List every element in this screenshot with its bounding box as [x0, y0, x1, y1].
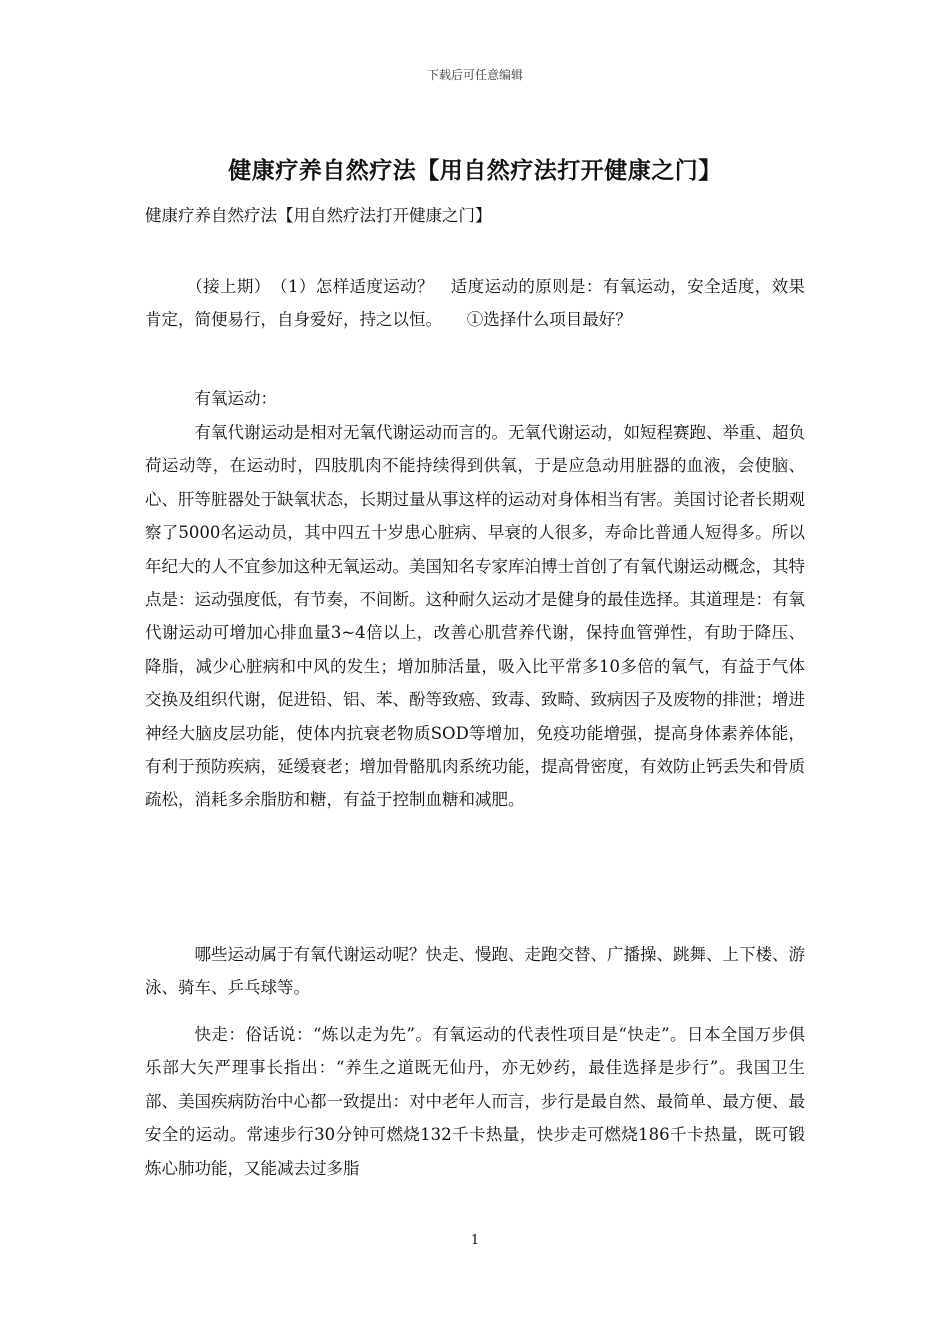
document-title: 健康疗养自然疗法【用自然疗法打开健康之门】: [228, 157, 722, 184]
paragraph-intro: （接上期） （1）怎样适度运动？ 适度运动的原则是：有氧运动，安全适度，效果肯定，简便易行，自身爱好，持之以恒。 ①选择什么项目最好？: [145, 277, 805, 330]
page-number: 1: [470, 1233, 480, 1248]
paragraph-aerobic-types: 哪些运动属于有氧代谢运动呢？快走、慢跑、走跑交替、广播操、跳舞、上下楼、游泳、骑车、乒乓球等。: [145, 945, 805, 998]
document-subtitle: 健康疗养自然疗法【用自然疗法打开健康之门】: [145, 206, 492, 225]
paragraph-fast-walking: 快走：俗话说：“炼以走为先”。有氧运动的代表性项目是“快走”。日本全国万步俱乐部大矢严理事长指出：“养生之道既无仙丹，亦无妙药，最佳选择是步行”。我国卫生部、美国疾病防治中心都一致提出：对中老年人而言，步行是最自然、最简单、最方便、最安全的运动。常速步行30分钟可燃烧132千卡热量，快步走可燃烧186千卡热量，既可锻炼心肺功能，又能减去过多脂: [145, 1025, 805, 1178]
header-note: 下载后可任意编辑: [426, 68, 523, 82]
section-heading-aerobic: 有氧运动：: [194, 389, 277, 408]
paragraph-aerobic-explanation: 有氧代谢运动是相对无氧代谢运动而言的。无氧代谢运动，如短程赛跑、举重、超负荷运动等，在运动时，四肢肌肉不能持续得到供氧，于是应急动用脏器的血液，会使脑、心、肝等脏器处于缺氧状态，长期过量从事这样的运动对身体相当有害。美国讨论者长期观察了5000名运动员，其中四五十岁患心脏病、早衰的人很多，寿命比普通人短得多。所以年纪大的人不宜参加这种无氧运动。美国知名专家库泊博士首创了有氧代谢运动概念，其特点是：运动强度低，有节奏，不间断。这种耐久运动才是健身的最佳选择。其道理是：有氧代谢运动可增加心排血量3~4倍以上，改善心肌营养代谢，保持血管弹性，有助于降压、降脂，减少心脏病和中风的发生；增加肺活量，吸入比平常多10多倍的氧气，有益于气体交换及组织代谢，促进铅、铝、苯、酚等致癌、致毒、致畸、致病因子及废物的排泄；增进神经大脑皮层功能，使体内抗衰老物质SOD等增加，免疫功能增强，提高身体素养体能，有利于预防疾病，延缓衰老；增加骨骼肌肉系统功能，提高骨密度，有效防止钙丢失和骨质疏松，消耗多余脂肪和糖，有益于控制血糖和减肥。: [145, 423, 805, 810]
